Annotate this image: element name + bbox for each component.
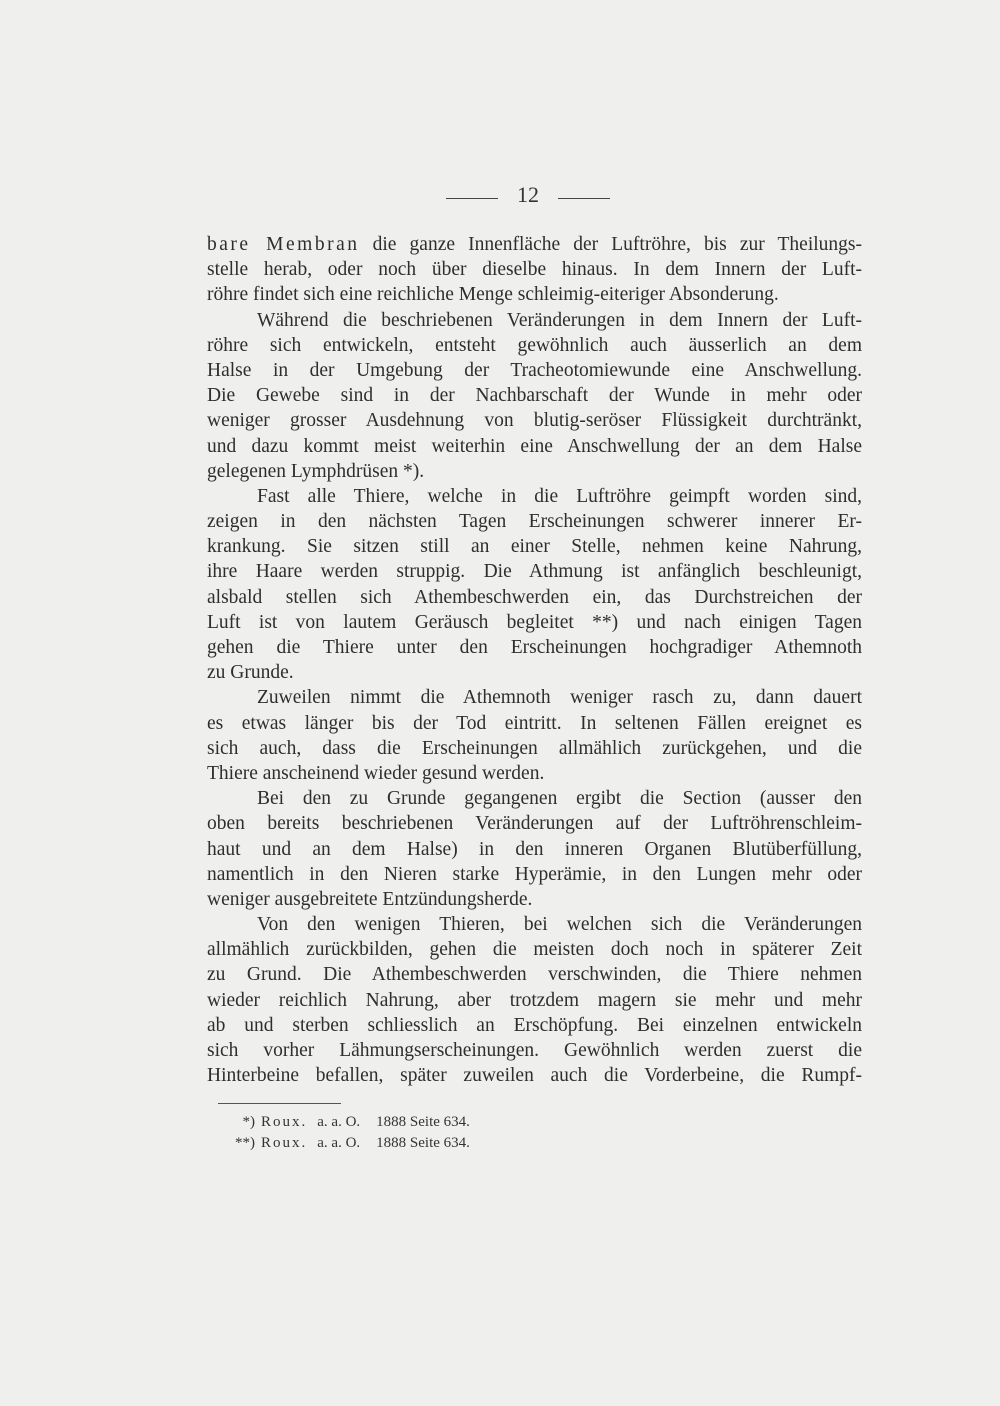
text-segment: Thiere anscheinend wieder gesund werden. <box>207 762 545 784</box>
text-line <box>207 509 862 534</box>
text-segment: sich vorher Lähmungserscheinungen. Gewöhnlich werden zuerst die <box>207 1040 862 1061</box>
text-segment: röhre findet sich eine reichliche Menge schleimig-eiteriger Absonderung. <box>207 284 779 306</box>
text-segment: die ganze Innenfläche der Luftröhre, bis zur Theilungs- <box>359 234 862 255</box>
text-segment: gehen die Thiere unter den Erscheinungen hochgradiger Athemnoth <box>207 637 862 658</box>
text-segment: sich auch, dass die Erscheinungen allmählich zurückgehen, und die <box>207 737 862 759</box>
footnotes <box>222 1112 622 1154</box>
footnote-detail: 1888 Seite 634. <box>376 1135 470 1151</box>
text-segment: ihre Haare werden struppig. Die Athmung ist anfänglich beschleunigt, <box>207 561 862 583</box>
footnote <box>222 1112 622 1133</box>
text-line <box>207 962 862 987</box>
text-segment: zu Grunde. <box>207 662 294 684</box>
text-segment: weniger ausgebreitete Entzündungsherde. <box>207 888 533 910</box>
text-line <box>207 434 862 459</box>
text-line <box>207 685 862 710</box>
text-segment: gelegenen Lymphdrüsen *). <box>207 460 425 482</box>
text-segment: oben bereits beschriebenen Veränderungen auf der Luftröhrenschleim- <box>207 813 862 835</box>
text-line <box>207 1063 862 1088</box>
text-line <box>207 937 862 962</box>
footnote-separator <box>218 1103 341 1104</box>
text-line <box>207 660 862 685</box>
footnote-reference: a. a. O. <box>317 1114 361 1130</box>
text-line <box>207 559 862 584</box>
text-segment: weniger grosser Ausdehnung von blutig-seröser Flüssigkeit durchtränkt, <box>207 410 862 432</box>
text-line <box>207 257 862 282</box>
text-line <box>207 408 862 433</box>
text-line <box>207 837 862 862</box>
text-segment: es etwas länger bis der Tod eintritt. In seltenen Fällen ereignet es <box>207 712 862 734</box>
text-segment: Zuweilen nimmt die Athemnoth weniger rasch zu, dann dauert <box>257 687 862 709</box>
text-line <box>207 534 862 559</box>
page-number: 12 <box>517 182 539 207</box>
text-segment: Hinterbeine befallen, später zuweilen auch die Vorderbeine, die Rumpf- <box>207 1065 862 1087</box>
footnote-detail: 1888 Seite 634. <box>376 1114 470 1130</box>
text-segment: Während die beschriebenen Veränderungen in dem Innern der Luft- <box>257 309 862 331</box>
text-segment: und dazu kommt meist weiterhin eine Anschwellung der an dem Halse <box>207 435 862 457</box>
text-segment: namentlich in den Nieren starke Hyperämie, in den Lungen mehr oder <box>207 863 862 885</box>
text-segment: Von den wenigen Thieren, bei welchen sich die Veränderungen <box>257 914 862 936</box>
text-line <box>207 585 862 610</box>
text-segment: zu Grund. Die Athembeschwerden verschwinden, die Thiere nehmen <box>207 964 862 986</box>
text-line <box>207 383 862 408</box>
text-segment: stelle herab, oder noch über dieselbe hinaus. In dem Innern der Luft- <box>207 259 862 281</box>
text-line <box>207 761 862 786</box>
text-segment: wieder reichlich Nahrung, aber trotzdem magern sie mehr und mehr <box>207 989 862 1011</box>
text-segment: allmählich zurückbilden, gehen die meisten doch noch in späterer Zeit <box>207 939 862 961</box>
text-segment: krankung. Sie sitzen still an einer Stelle, nehmen keine Nahrung, <box>207 536 862 558</box>
text-line <box>207 1038 862 1063</box>
text-segment: alsbald stellen sich Athembeschwerden ein, das Durchstreichen der <box>207 586 862 608</box>
text-line <box>207 711 862 736</box>
text-line <box>207 484 862 509</box>
text-line <box>207 811 862 836</box>
text-segment: Luft ist von lautem Geräusch begleitet **) und nach einigen Tagen <box>207 611 862 633</box>
text-line <box>207 459 862 484</box>
body-text <box>207 232 862 1088</box>
footnote <box>222 1133 622 1154</box>
text-line <box>207 635 862 660</box>
text-line <box>207 1013 862 1038</box>
text-segment: Fast alle Thiere, welche in die Luftröhre geimpft worden sind, <box>257 485 862 507</box>
text-line <box>207 862 862 887</box>
text-segment: röhre sich entwickeln, entsteht gewöhnlich auch äusserlich an dem <box>207 334 862 356</box>
emphasized-term: bare Membran <box>207 234 360 255</box>
text-segment: haut und an dem Halse) in den inneren Organen Blutüberfüllung, <box>207 838 862 860</box>
text-line <box>207 333 862 358</box>
text-line <box>207 912 862 937</box>
text-segment: Halse in der Umgebung der Tracheotomiewunde eine Anschwellung. <box>207 359 862 381</box>
header-dash-right <box>558 198 610 199</box>
page-header <box>0 178 1000 214</box>
footnote-mark: **) <box>235 1135 255 1151</box>
text-line <box>207 610 862 635</box>
text-line <box>207 786 862 811</box>
text-segment: ab und sterben schliesslich an Erschöpfung. Bei einzelnen entwickeln <box>207 1014 862 1036</box>
text-segment: zeigen in den nächsten Tagen Erscheinungen schwerer innerer Er- <box>207 511 862 533</box>
text-line <box>207 358 862 383</box>
footnote-author: Roux. <box>261 1114 308 1130</box>
footnote-reference: a. a. O. <box>317 1135 361 1151</box>
text-line <box>207 308 862 333</box>
text-line <box>207 988 862 1013</box>
footnote-author: Roux. <box>261 1135 308 1151</box>
text-line <box>207 736 862 761</box>
header-dash-left <box>446 198 498 199</box>
text-line <box>207 232 862 257</box>
text-segment: Bei den zu Grunde gegangenen ergibt die Section (ausser den <box>257 788 862 810</box>
text-line <box>207 282 862 307</box>
text-segment: Die Gewebe sind in der Nachbarschaft der Wunde in mehr oder <box>207 385 862 407</box>
text-line <box>207 887 862 912</box>
footnote-mark: *) <box>242 1114 255 1130</box>
